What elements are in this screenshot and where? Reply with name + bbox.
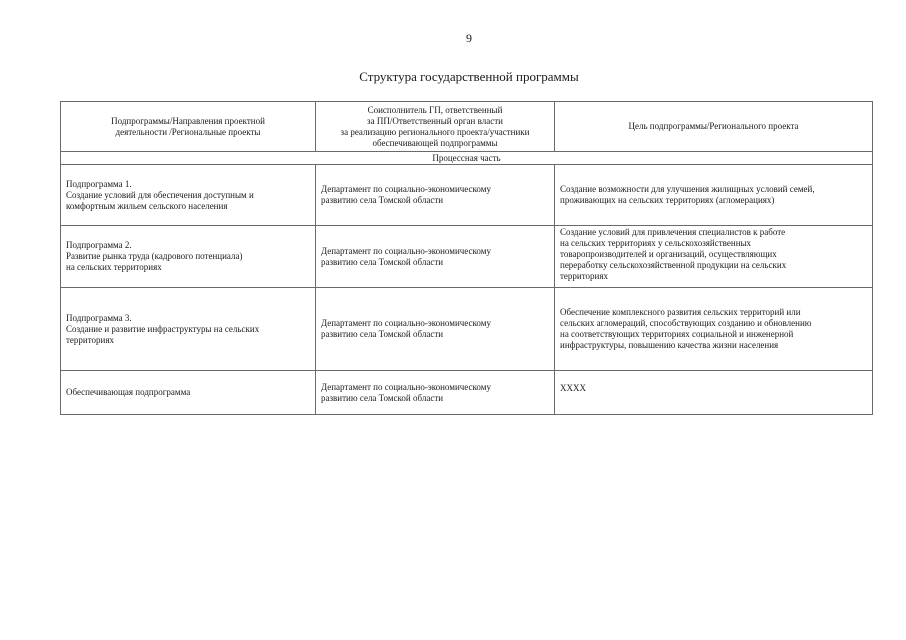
goal-cell: Создание возможности для улучшения жилищных условий семей, проживающих на сельских территориях (агломерациях) [555, 165, 873, 226]
subprogram-cell: Подпрограмма 3. Создание и развитие инфраструктуры на сельских территориях [61, 288, 316, 371]
section-label: Процессная часть [61, 152, 873, 165]
section-row [61, 152, 873, 165]
executor-cell: Департамент по социально-экономическому развитию села Томской области [316, 288, 555, 371]
goal-cell: Создание условий для привлечения специалистов к работе на сельских территориях у сельскохозяйственных товаропроизводителей и организаций, осуществляющих переработку сельскохозяйственной продукции на сельских территориях [555, 226, 873, 288]
executor-cell: Департамент по социально-экономическому развитию села Томской области [316, 165, 555, 226]
goal-cell: Обеспечение комплексного развития сельских территорий или сельских агломераций, способствующих созданию и обновлению на соответствующих территориях социальной и инженерной инфраструктуры, повышению качества жизни населения [555, 288, 873, 371]
page-number: 9 [466, 31, 472, 45]
table-header-row [61, 102, 873, 152]
subprogram-cell: Обеспечивающая подпрограмма [61, 371, 316, 415]
table-row [61, 371, 873, 415]
executor-cell: Департамент по социально-экономическому развитию села Томской области [316, 371, 555, 415]
executor-cell: Департамент по социально-экономическому развитию села Томской области [316, 226, 555, 288]
header-goal: Цель подпрограммы/Регионального проекта [555, 102, 873, 152]
program-structure-table [60, 101, 873, 415]
subprogram-cell: Подпрограмма 2. Развитие рынка труда (кадрового потенциала) на сельских территориях [61, 226, 316, 288]
table-row [61, 226, 873, 288]
header-executor: Соисполнитель ГП, ответственный за ПП/Ответственный орган власти за реализацию регионального проекта/участники обеспечивающей подпрограммы [316, 102, 555, 152]
document-title: Структура государственной программы [359, 69, 579, 84]
goal-cell: ХХХХ [555, 371, 873, 415]
header-subprogram: Подпрограммы/Направления проектной деятельности /Региональные проекты [61, 102, 316, 152]
table-row [61, 165, 873, 226]
table-row [61, 288, 873, 371]
subprogram-cell: Подпрограмма 1. Создание условий для обеспечения доступным и комфортным жильем сельского населения [61, 165, 316, 226]
